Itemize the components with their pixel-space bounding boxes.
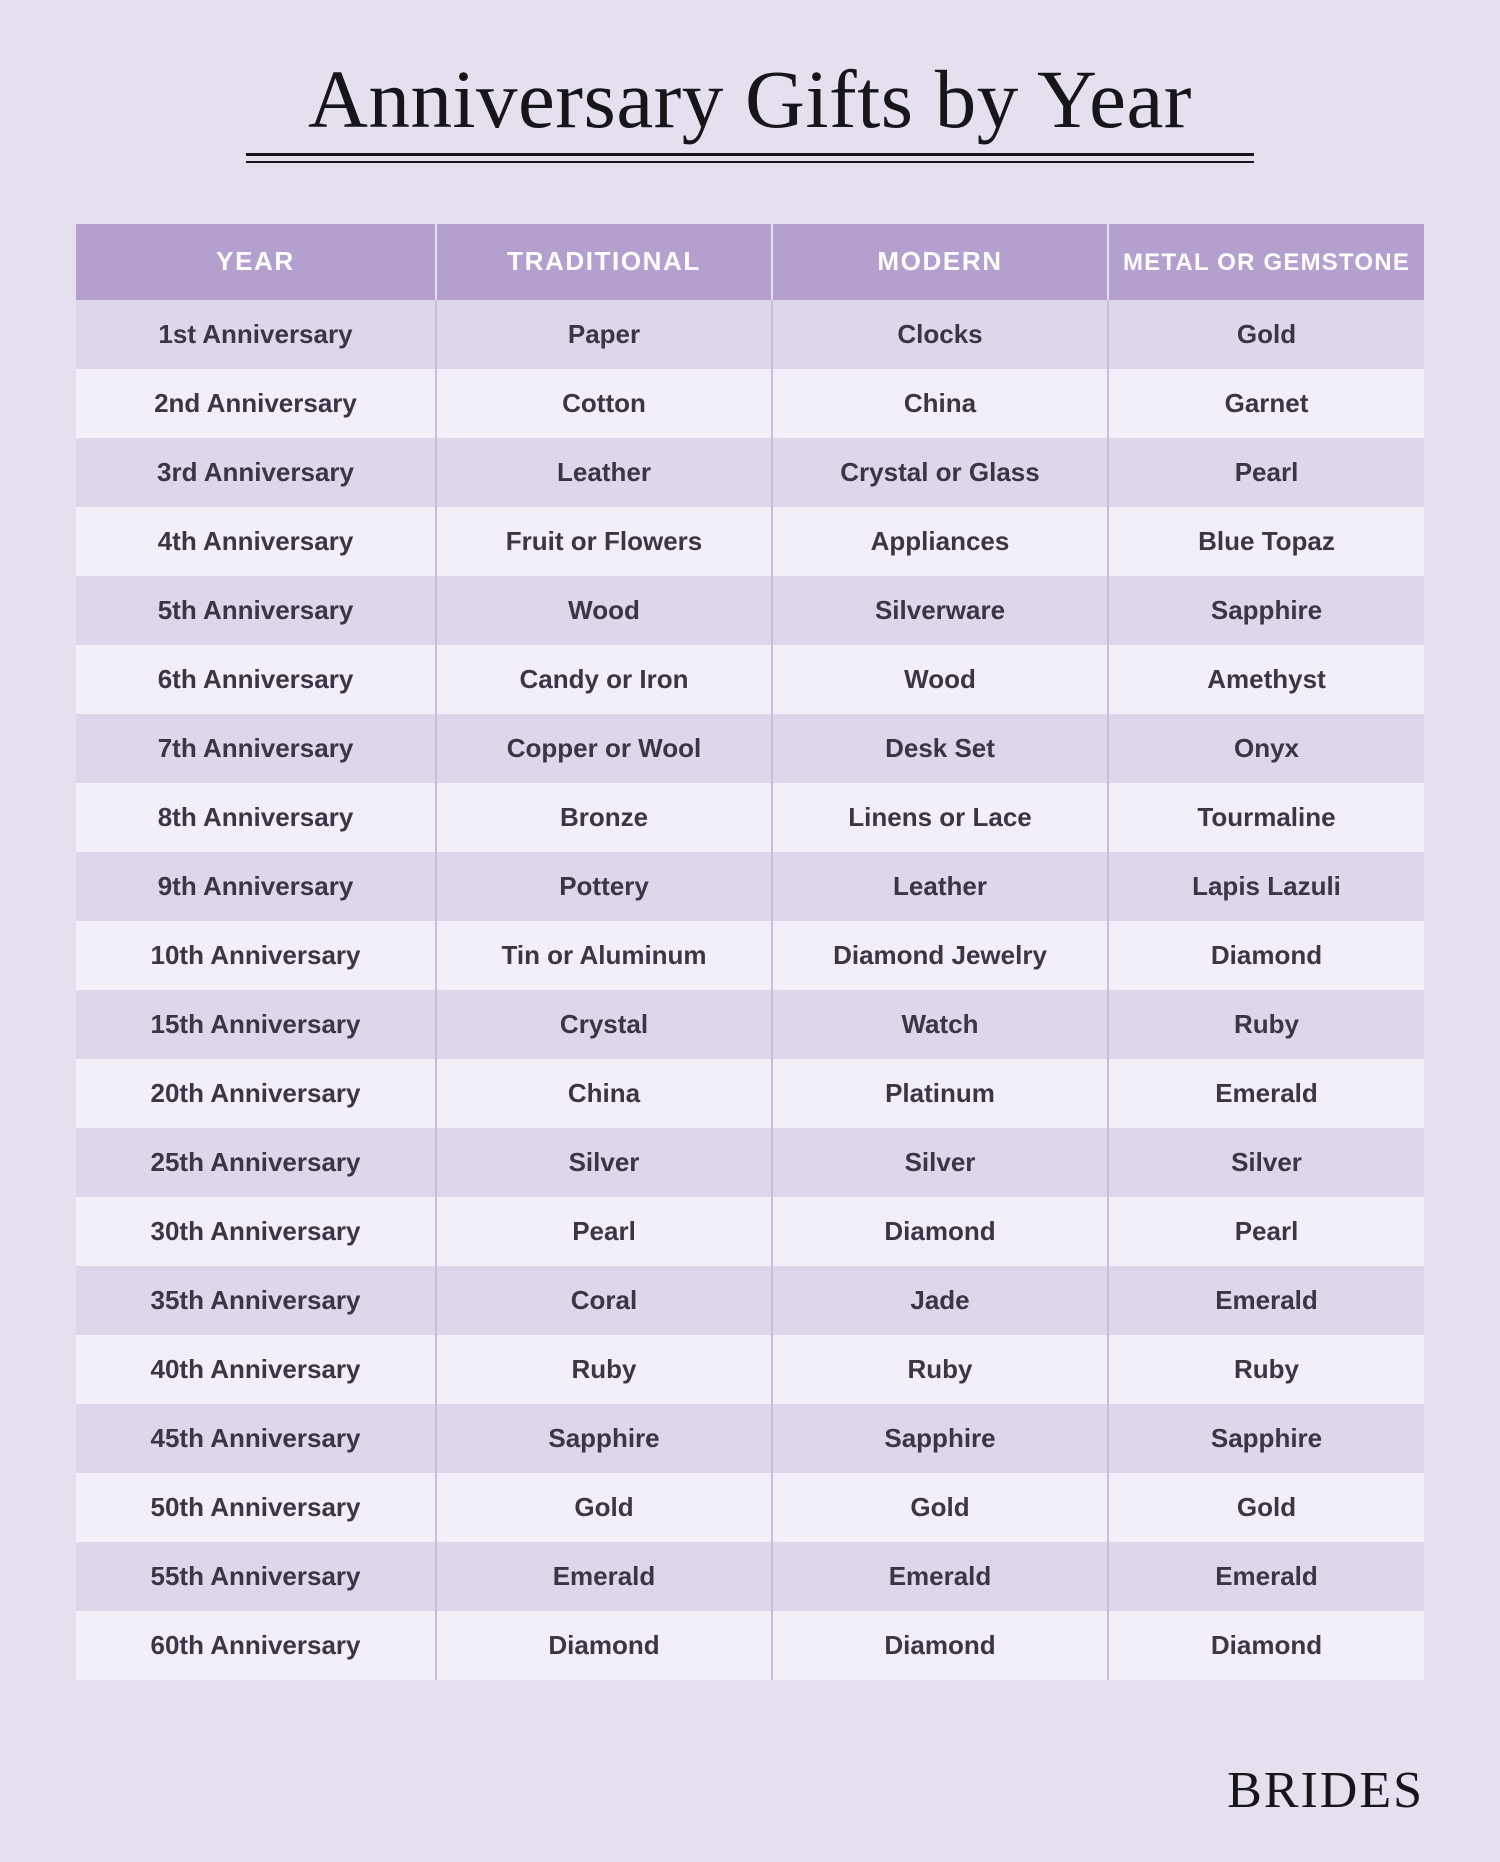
table-row [76,1611,1424,1680]
cell-metal: Diamond [1108,1611,1424,1680]
cell-year: 20th Anniversary [76,1059,436,1128]
cell-modern: Clocks [772,300,1108,369]
table-row [76,576,1424,645]
table-row [76,1404,1424,1473]
cell-modern: Silverware [772,576,1108,645]
page-title: Anniversary Gifts by Year [308,53,1192,145]
cell-modern: Gold [772,1473,1108,1542]
cell-traditional: Pearl [436,1197,772,1266]
cell-year: 9th Anniversary [76,852,436,921]
cell-year: 6th Anniversary [76,645,436,714]
cell-modern: Diamond [772,1611,1108,1680]
table-row [76,990,1424,1059]
cell-modern: Linens or Lace [772,783,1108,852]
cell-modern: Sapphire [772,1404,1108,1473]
cell-year: 7th Anniversary [76,714,436,783]
column-header-metal-or-gemstone: METAL OR GEMSTONE [1108,224,1424,300]
cell-metal: Tourmaline [1108,783,1424,852]
cell-modern: Emerald [772,1542,1108,1611]
table-row [76,921,1424,990]
cell-year: 40th Anniversary [76,1335,436,1404]
table-row [76,1059,1424,1128]
table-row [76,1266,1424,1335]
title-divider [246,153,1254,163]
table-row [76,1128,1424,1197]
cell-modern: China [772,369,1108,438]
table-row [76,1542,1424,1611]
cell-traditional: Pottery [436,852,772,921]
cell-metal: Gold [1108,1473,1424,1542]
cell-modern: Platinum [772,1059,1108,1128]
title-divider-thin [246,161,1254,163]
cell-year: 2nd Anniversary [76,369,436,438]
table-row [76,783,1424,852]
cell-modern: Crystal or Glass [772,438,1108,507]
table-row [76,852,1424,921]
cell-year: 50th Anniversary [76,1473,436,1542]
cell-traditional: Silver [436,1128,772,1197]
brand-logo: BRIDES [1227,1762,1424,1819]
table-row [76,1473,1424,1542]
cell-modern: Jade [772,1266,1108,1335]
cell-year: 1st Anniversary [76,300,436,369]
table-row [76,507,1424,576]
cell-traditional: Leather [436,438,772,507]
column-header-modern: MODERN [772,224,1108,300]
table-row [76,300,1424,369]
cell-metal: Onyx [1108,714,1424,783]
table-row [76,369,1424,438]
table-body [76,300,1424,1680]
cell-year: 55th Anniversary [76,1542,436,1611]
cell-year: 5th Anniversary [76,576,436,645]
cell-traditional: Ruby [436,1335,772,1404]
cell-year: 35th Anniversary [76,1266,436,1335]
table-header [76,224,1424,300]
cell-year: 25th Anniversary [76,1128,436,1197]
cell-year: 45th Anniversary [76,1404,436,1473]
cell-year: 4th Anniversary [76,507,436,576]
cell-traditional: Cotton [436,369,772,438]
cell-traditional: Paper [436,300,772,369]
cell-traditional: Gold [436,1473,772,1542]
cell-metal: Amethyst [1108,645,1424,714]
cell-traditional: Candy or Iron [436,645,772,714]
cell-traditional: China [436,1059,772,1128]
cell-metal: Lapis Lazuli [1108,852,1424,921]
cell-modern: Leather [772,852,1108,921]
title-block [76,0,1424,163]
cell-metal: Ruby [1108,1335,1424,1404]
cell-year: 8th Anniversary [76,783,436,852]
cell-metal: Sapphire [1108,576,1424,645]
cell-traditional: Wood [436,576,772,645]
table-row [76,645,1424,714]
cell-modern: Appliances [772,507,1108,576]
cell-metal: Emerald [1108,1059,1424,1128]
cell-metal: Emerald [1108,1542,1424,1611]
cell-traditional: Bronze [436,783,772,852]
cell-year: 30th Anniversary [76,1197,436,1266]
cell-traditional: Coral [436,1266,772,1335]
cell-year: 15th Anniversary [76,990,436,1059]
cell-metal: Garnet [1108,369,1424,438]
cell-year: 3rd Anniversary [76,438,436,507]
cell-year: 60th Anniversary [76,1611,436,1680]
cell-traditional: Fruit or Flowers [436,507,772,576]
table-row [76,714,1424,783]
cell-modern: Diamond [772,1197,1108,1266]
cell-traditional: Emerald [436,1542,772,1611]
table-row [76,1197,1424,1266]
cell-metal: Gold [1108,300,1424,369]
cell-modern: Desk Set [772,714,1108,783]
cell-traditional: Diamond [436,1611,772,1680]
anniversary-gifts-table [76,224,1424,1680]
cell-modern: Wood [772,645,1108,714]
column-header-traditional: TRADITIONAL [436,224,772,300]
cell-traditional: Copper or Wool [436,714,772,783]
cell-modern: Ruby [772,1335,1108,1404]
cell-traditional: Sapphire [436,1404,772,1473]
cell-metal: Silver [1108,1128,1424,1197]
column-header-year: YEAR [76,224,436,300]
table-header-row [76,224,1424,300]
table-row [76,1335,1424,1404]
cell-metal: Diamond [1108,921,1424,990]
cell-traditional: Crystal [436,990,772,1059]
cell-metal: Pearl [1108,1197,1424,1266]
cell-metal: Blue Topaz [1108,507,1424,576]
cell-modern: Watch [772,990,1108,1059]
cell-metal: Ruby [1108,990,1424,1059]
table-row [76,438,1424,507]
cell-modern: Silver [772,1128,1108,1197]
cell-traditional: Tin or Aluminum [436,921,772,990]
cell-year: 10th Anniversary [76,921,436,990]
cell-modern: Diamond Jewelry [772,921,1108,990]
cell-metal: Pearl [1108,438,1424,507]
cell-metal: Sapphire [1108,1404,1424,1473]
cell-metal: Emerald [1108,1266,1424,1335]
